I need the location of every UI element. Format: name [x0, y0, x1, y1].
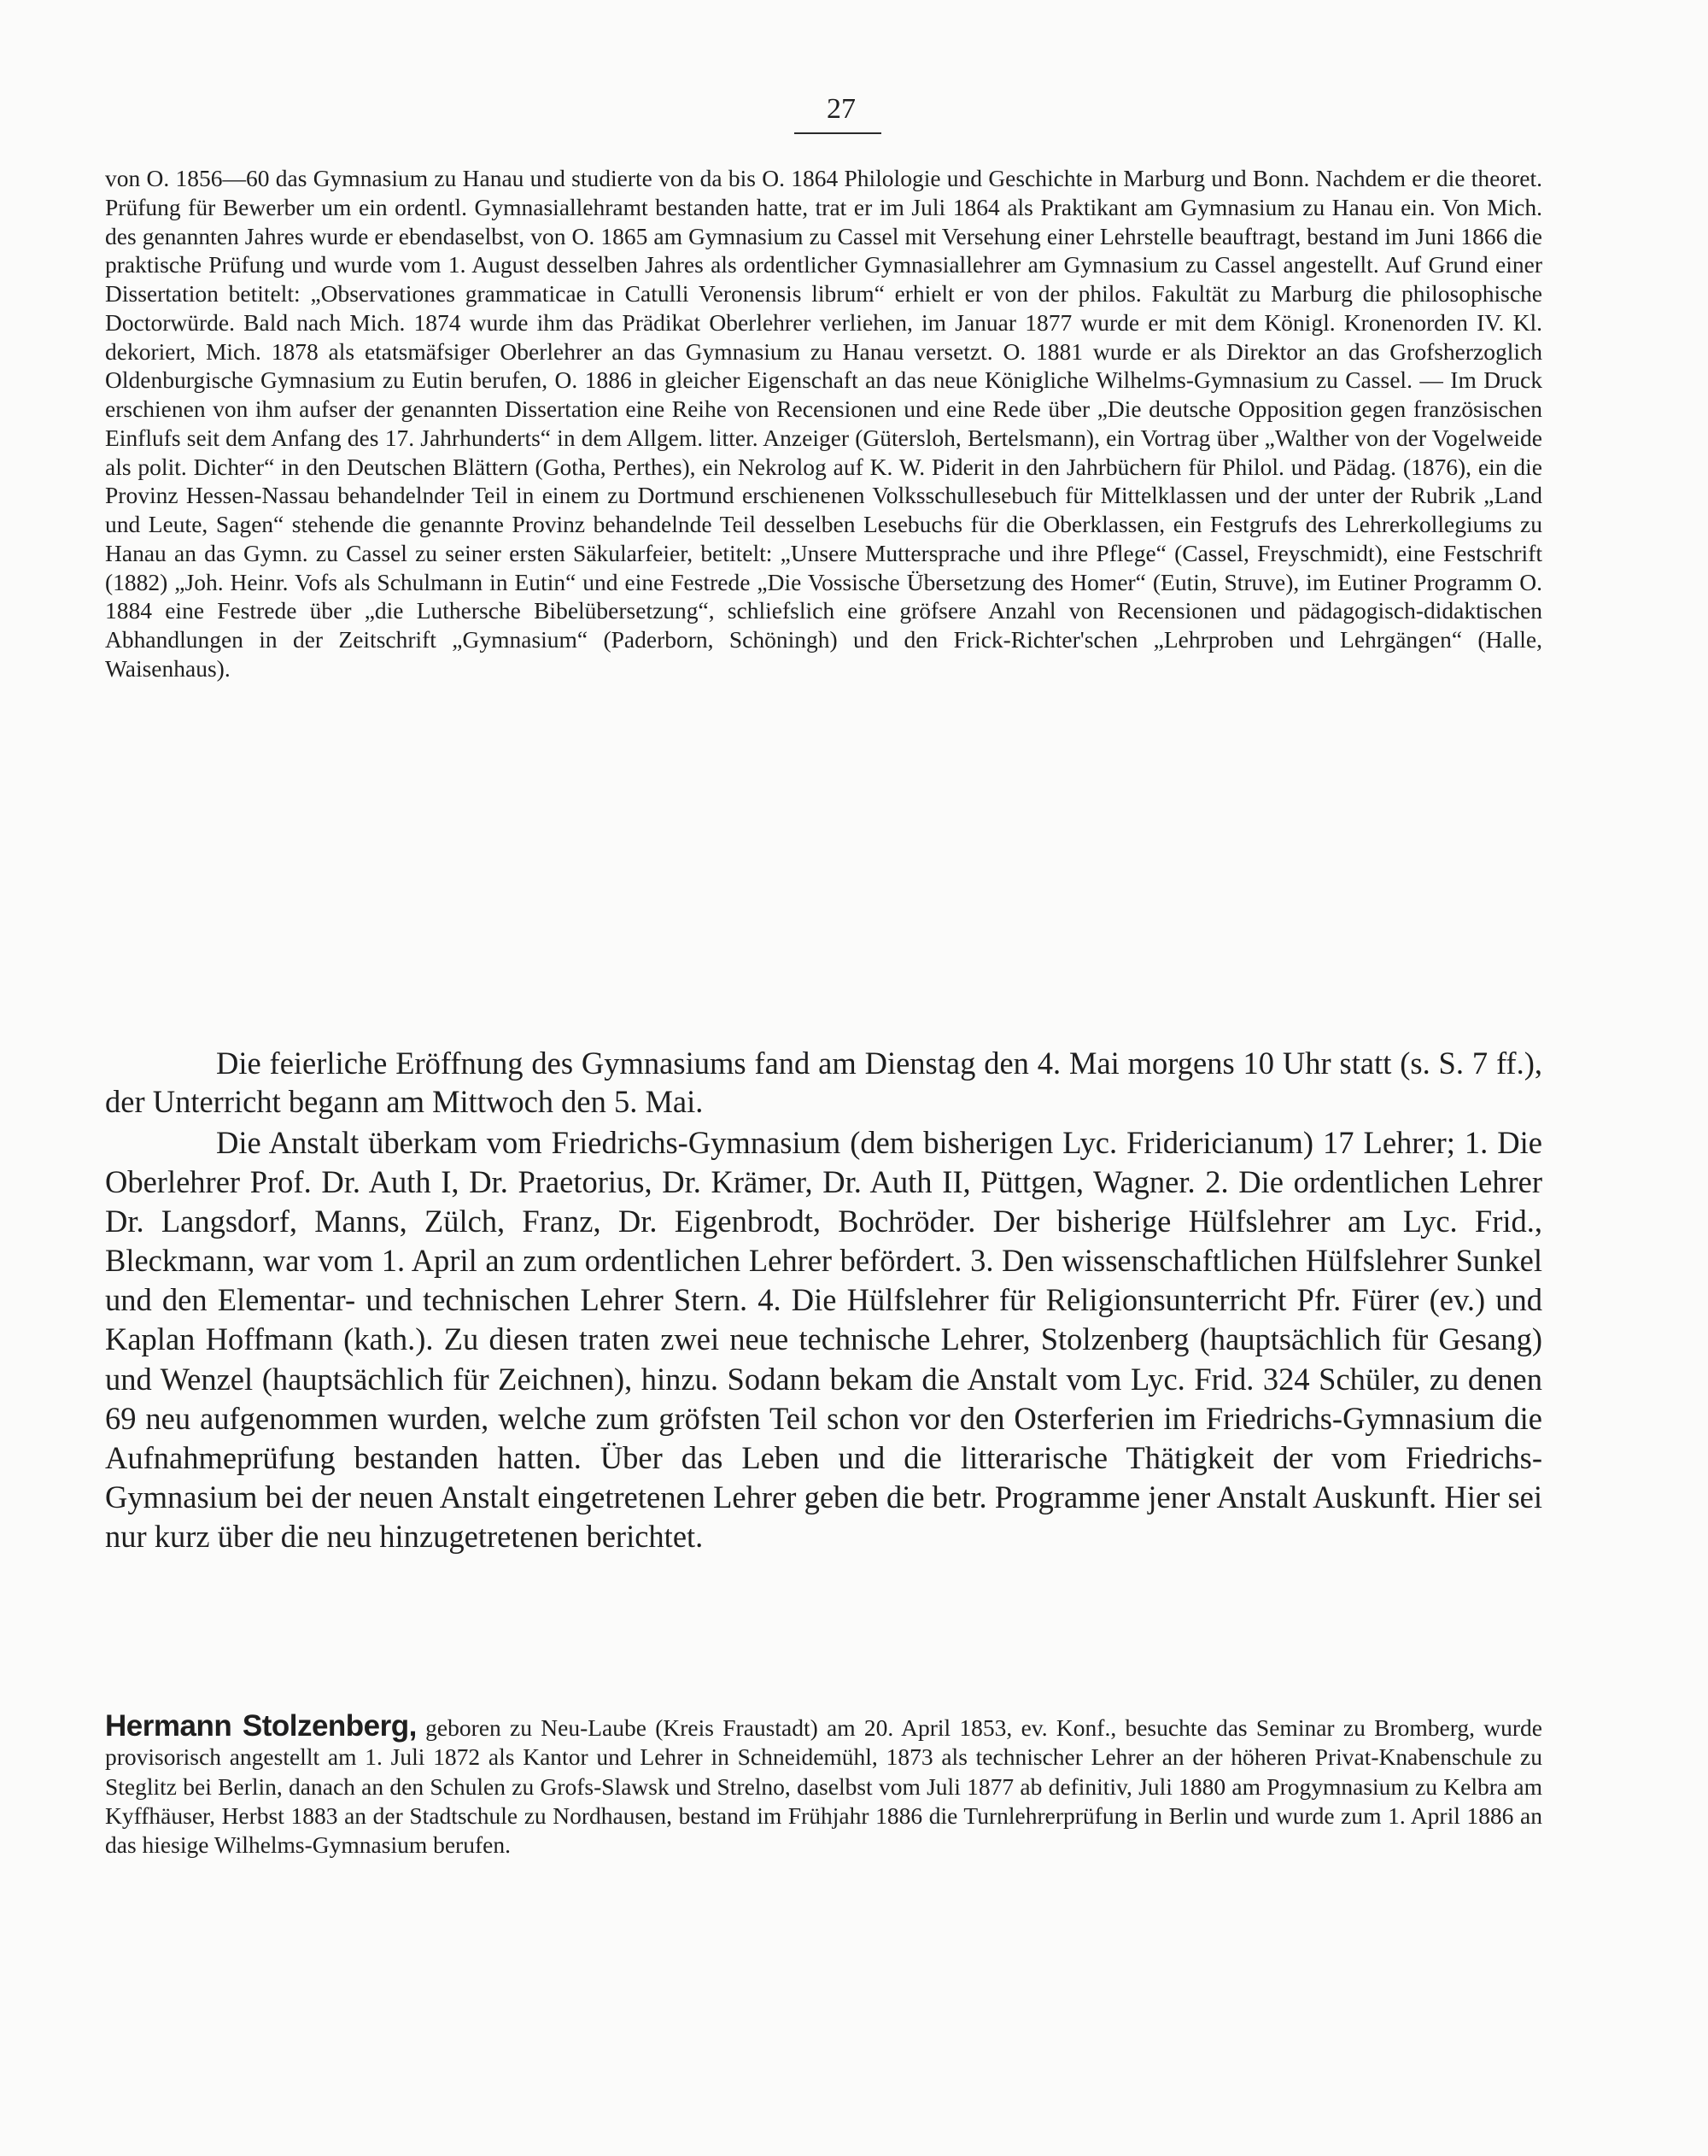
- teaching-staff-paragraph: Die Anstalt überkam vom Friedrichs-Gymnasium (dem bisherigen Lyc. Fridericianum) 17 Lehrer; 1. Die Oberlehrer Prof. Dr. Auth I, Dr. Praetorius, Dr. Krämer, Dr. Auth II, Püttgen, Wagner. 2. Die ordentlichen Lehrer Dr. Langsdorf, Manns, Zülch, Franz, Dr. Eigenbrodt, Bochröder. Der bisherige Hülfslehrer am Lyc. Frid., Bleckmann, war vom 1. April an zum ordentlichen Lehrer befördert. 3. Den wissenschaftlichen Hülfslehrer Sunkel und den Elementar- und technischen Lehrer Stern. 4. Die Hülfslehrer für Religionsunterricht Pfr. Fürer (ev.) und Kaplan Hoffmann (kath.). Zu diesen traten zwei neue technische Lehrer, Stolzenberg (hauptsächlich für Gesang) und Wenzel (hauptsächlich für Zeichnen), hinzu. Sodann bekam die Anstalt vom Lyc. Frid. 324 Schüler, zu denen 69 neu aufgenommen wurden, welche zum gröfsten Teil schon vor den Osterferien im Friedrichs-Gymnasium die Aufnahmeprüfung bestanden hatten. Über das Leben und die litterarische Thätigkeit der vom Friedrichs-Gymnasium bei der neuen Anstalt eingetretenen Lehrer geben die betr. Programme jener Anstalt Auskunft. Hier sei nur kurz über die neu hinzugetretenen berichtet.: [105, 1125, 1542, 1554]
- stolzenberg-biography-paragraph: [105, 1709, 1543, 1860]
- page-number: 27: [827, 93, 856, 125]
- biography-continuation-paragraph: von O. 1856—60 das Gymnasium zu Hanau und studierte von da bis O. 1864 Philologie und Geschichte in Marburg und Bonn. Nachdem er die theoret. Prüfung für Bewerber um ein ordentl. Gymnasiallehramt bestanden hatte, trat er im Juli 1864 als Praktikant am Gymnasium zu Hanau ein. Von Mich. des genannten Jahres wurde er ebendaselbst, von O. 1865 am Gymnasium zu Cassel mit Versehung einer Lehrstelle beauftragt, bestand im Juni 1866 die praktische Prüfung und wurde vom 1. August desselben Jahres als ordentlicher Gymnasiallehrer am Gymnasium zu Cassel angestellt. Auf Grund einer Dissertation betitelt: „Observationes grammaticae in Catulli Veronensis librum“ erhielt er von der philos. Fakultät zu Marburg die philosophische Doctorwürde. Bald nach Mich. 1874 wurde ihm das Prädikat Oberlehrer verliehen, im Januar 1877 wurde er mit dem Königl. Kronenorden IV. Kl. dekoriert, Mich. 1878 als etatsmäfsiger Oberlehrer an das Gymnasium zu Hanau versetzt. O. 1881 wurde er als Direktor an das Grofsherzoglich Oldenburgische Gymnasium zu Eutin berufen, O. 1886 in gleicher Eigenschaft an das neue Königliche Wilhelms-Gymnasium zu Cassel. — Im Druck erschienen von ihm aufser der genannten Dissertation eine Reihe von Recensionen und eine Rede über „Die deutsche Opposition gegen französischen Einflufs seit dem Anfang des 17. Jahrhunderts“ in dem Allgem. litter. Anzeiger (Gütersloh, Bertelsmann), ein Vortrag über „Walther von der Vogelweide als polit. Dichter“ in den Deutschen Blättern (Gotha, Perthes), ein Nekrolog auf K. W. Piderit in den Jahrbüchern für Philol. und Pädag. (1876), ein die Provinz Hessen-Nassau behandelnder Teil in einem zu Dortmund erschienenen Volksschullesebuch für Mittelklassen und der unter der Rubrik „Land und Leute, Sagen“ stehende die genannte Provinz behandelnde Teil desselben Lesebuchs für die Oberklassen, ein Festgrufs des Lehrerkollegiums zu Hanau an das Gymn. zu Cassel zu seiner ersten Säkularfeier, betitelt: „Unsere Muttersprache und ihre Pflege“ (Cassel, Freyschmidt), eine Festschrift (1882) „Joh. Heinr. Vofs als Schulmann in Eutin“ und eine Festrede „Die Vossische Übersetzung des Homer“ (Eutin, Struve), im Eutiner Programm O. 1884 eine Festrede über „die Luthersche Bibelübersetzung“, schliefslich eine gröfsere Anzahl von Recensionen und pädagogisch-didaktischen Abhandlungen in der Zeitschrift „Gymnasium“ (Paderborn, Schöningh) und den Frick-Richter'schen „Lehrproben und Lehrgängen“ (Halle, Waisenhaus).: [105, 165, 1542, 682]
- stolzenberg-biography-text: geboren zu Neu-Laube (Kreis Fraustadt) am 20. April 1853, ev. Konf., besuchte das Seminar zu Bromberg, wurde provisorisch angestellt am 1. Juli 1872 als Kantor und Lehrer in Schneidemühl, 1873 als technischer Lehrer an der höheren Privat-Knabenschule zu Steglitz bei Berlin, danach an den Schulen zu Grofs-Slawsk und Strelno, daselbst vom Juli 1877 ab definitiv, Juli 1880 am Progymnasium zu Kelbra am Kyffhäuser, Herbst 1883 an der Stadtschule zu Nordhausen, bestand im Frühjahr 1886 die Turnlehrerprüfung in Berlin und wurde zum 1. April 1886 an das hiesige Wilhelms-Gymnasium berufen.: [105, 1714, 1543, 1859]
- opening-ceremony-paragraph: Die feierliche Eröffnung des Gymnasiums fand am Dienstag den 4. Mai morgens 10 Uhr statt (s. S. 7 ff.), der Unterricht begann am Mittwoch den 5. Mai.: [105, 1046, 1542, 1119]
- teacher-name-heading: Hermann Stolzenberg,: [105, 1709, 417, 1743]
- page-number-rule: [794, 132, 881, 134]
